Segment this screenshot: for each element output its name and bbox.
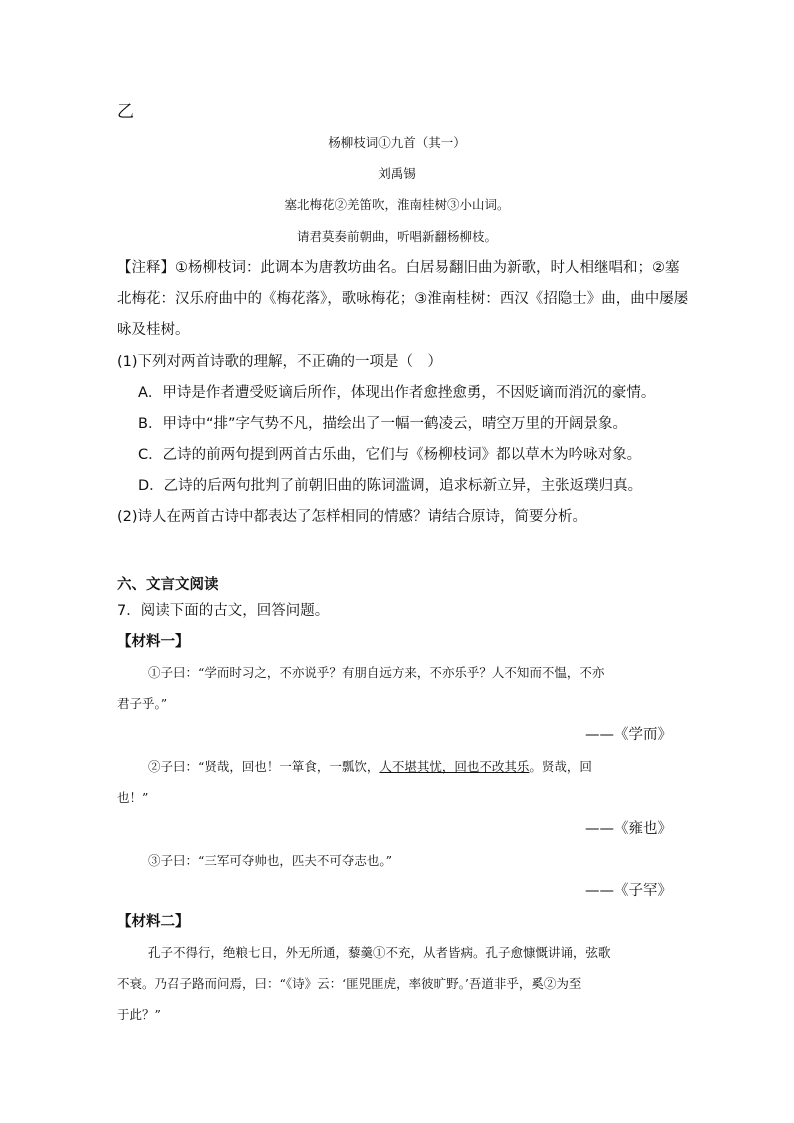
- section-label-yi: 乙: [117, 102, 134, 122]
- option-d: D．乙诗的后两句批判了前朝旧曲的陈词滥调，追求标新立异，主张返璞归真。: [138, 478, 643, 494]
- underlined-sentence: 人不堪其忧，回也不改其乐: [379, 759, 530, 774]
- material-1-passage-3: ③子曰：“三军可夺帅也，匹夫不可夺志也。”: [148, 853, 393, 868]
- material-1-passage-1-line-2: 君子乎。”: [117, 696, 168, 711]
- section-6-heading: 六、文言文阅读: [117, 577, 219, 593]
- material-1-passage-1-line-1: ①子曰：“学而时习之，不亦说乎？有朋自远方来，不亦乐乎？人不知而不愠，不亦: [148, 665, 605, 680]
- question-1-stem: (1)下列对两首诗歌的理解，不正确的一项是（ ）: [117, 354, 443, 370]
- poem-line-2: 请君莫奏前朝曲，听唱新翻杨柳枝。: [296, 229, 497, 244]
- option-c: C．乙诗的前两句提到两首古乐曲，它们与《杨柳枝词》都以草木为吟咏对象。: [138, 447, 642, 463]
- source-zihan: ——《子罕》: [585, 883, 672, 899]
- option-b: B．甲诗中“排”字气势不凡，描绘出了一幅一鹤凌云，晴空万里的开阔景象。: [138, 416, 627, 432]
- annotation-line-3: 咏及桂树。: [117, 322, 190, 338]
- option-a: A．甲诗是作者遭受贬谪后所作，体现出作者愈挫愈勇，不因贬谪而消沉的豪情。: [138, 385, 656, 401]
- material-2-label: 【材料二】: [117, 914, 190, 930]
- material-2-line-2: 不衰。乃召子路而问焉，曰：“《诗》云：‘匪兕匪虎，率彼旷野。’吾道非乎，奚②为至: [117, 976, 582, 991]
- passage-2-text: ②子曰：“贤哉，回也！一箪食，一瓢饮，: [148, 759, 380, 774]
- material-2-line-1: 孔子不得行，绝粮七日，外无所通，藜羹①不充，从者皆病。孔子愈慷慨讲诵，弦歌: [148, 945, 611, 960]
- material-1-label: 【材料一】: [117, 634, 190, 650]
- question-2: (2)诗人在两首古诗中都表达了怎样相同的情感？请结合原诗，简要分析。: [117, 509, 588, 525]
- material-2-line-3: 于此？”: [117, 1007, 161, 1022]
- passage-2-text-end: 。贤哉，回: [529, 759, 592, 774]
- poem-author: 刘禹锡: [378, 166, 416, 181]
- source-yongye: ——《雍也》: [585, 821, 672, 837]
- question-7: 7．阅读下面的古文，回答问题。: [117, 603, 330, 619]
- poem-line-1: 塞北梅花②羌笛吹，淮南桂树③小山词。: [284, 197, 510, 212]
- material-1-passage-2-line-1: [148, 761, 592, 774]
- material-1-passage-2-line-2: 也！”: [117, 790, 149, 805]
- poem-title: 杨柳枝词①九首（其一）: [328, 135, 466, 150]
- annotation-line-2: 北梅花：汉乐府曲中的《梅花落》，歌咏梅花；③淮南桂树：西汉《招隐士》曲，曲中屡屡: [117, 291, 689, 307]
- annotation-line-1: 【注释】①杨柳枝词：此调本为唐教坊曲名。白居易翻旧曲为新歌，时人相继唱和；②塞: [117, 260, 680, 276]
- source-xueer: ——《学而》: [585, 727, 672, 743]
